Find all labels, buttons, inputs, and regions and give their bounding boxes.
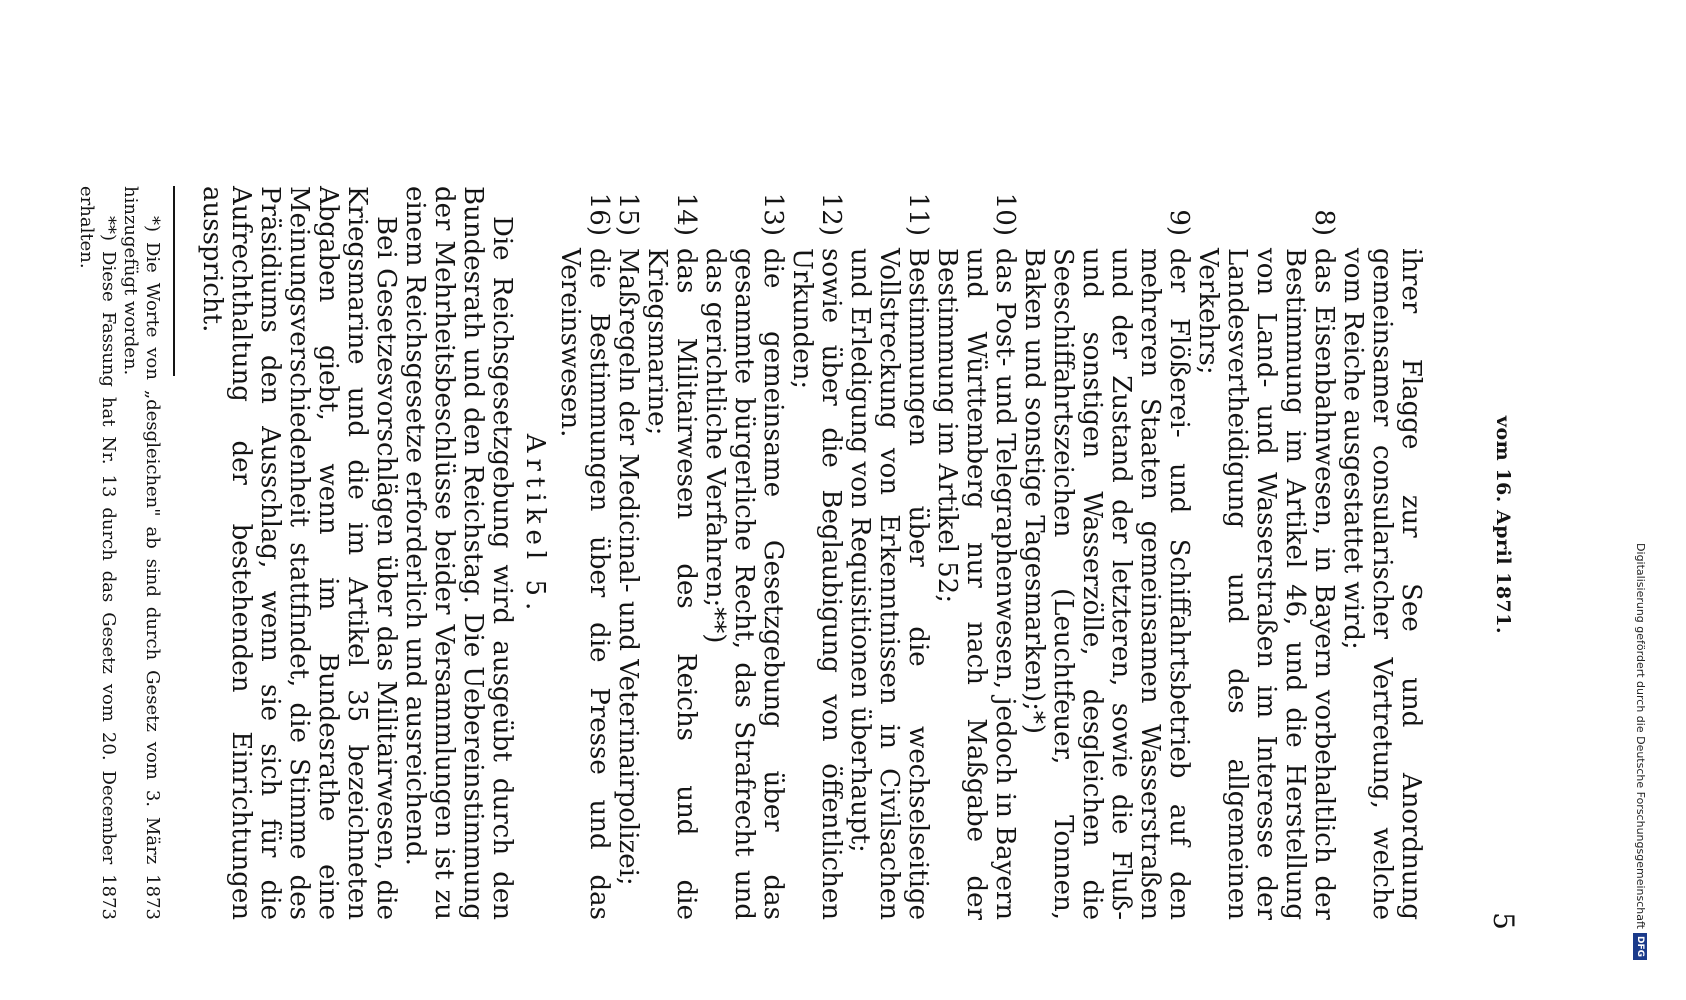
page-number: 5 [1487,912,1520,930]
footnote-divider [173,186,175,376]
list-item-text: die Bestimmungen über die Presse und das Vereinswesen. [555,248,614,920]
list-item-number: 9) [1164,209,1194,236]
article-paragraph: Bei Gesetzesvorschlägen über das Militairwesen, die Kriegsmarine und die im Artikel 35 bezeichneten Abgaben giebt, wenn im Bundesrathe eine Meinungsverschiedenheit stattfindet, die Stimme des Präsidiums den Ausschlag, wenn sie sich für die Aufrechthaltung der bestehenden Einrichtungen ausspricht. [197,186,401,920]
list-item-10 [932,60,1019,990]
article-heading: Artikel 5. [520,433,550,617]
list-item-16 [555,60,613,990]
page-header [1480,60,1520,990]
page-title: vom 16. April 1871. [1492,415,1514,635]
list-item-text: ihrer Flagge zur See und Anordnung gemeinsamer consularischer Vertretung, welche vom Reiche ausgestattet wird; [1338,248,1426,920]
list-item-text: sowie über die Beglaubigung von öffentlichen Urkunden; [787,248,846,920]
list-item-number: 10) [990,192,1020,236]
footnote: **) Diese Fassung hat Nr. 13 durch das Gesetz vom 20. December 1873 erhalten. [76,186,119,920]
list-item-13 [700,60,787,990]
document-page [76,60,1615,990]
list-item-number: 13) [758,192,788,236]
list-item-number: 8) [1309,209,1339,236]
article-paragraph: Die Reichsgesetzgebung wird ausgeübt durch den Bundesrath und den Reichstag. Die Uebereinstimmung der Mehrheitsbeschlüsse beider Versammlungen ist zu einem Reichsgesetze erforderlich und ausreichend. [400,186,517,920]
list-item-text: Bestimmungen über die wechselseitige Vollstreckung von Erkenntnissen in Civilsachen und Erledigung von Requisitionen überhaupt; [845,248,933,920]
list-item-12 [787,60,845,990]
dfg-logo: DFG [1633,933,1647,960]
list-item-text: das Eisenbahnwesen, in Bayern vorbehaltlich der Bestimmung im Artikel 46, und die Herstellung von Land- und Wasserstraßen im Interesse der Landesvertheidigung und des allgemeinen Verkehrs; [1193,248,1339,920]
body-text [75,60,1425,990]
list-item-number: 14) [671,192,701,236]
list-item-8 [1193,60,1338,990]
digitization-credit [1633,20,1647,960]
list-item-continuation [1338,60,1425,990]
list-item-number: 15) [613,192,643,236]
list-item-number: 16) [584,192,614,236]
credit-text: Digitalisierung gefördert durch die Deutsche Forschungsgemeinschaft [1634,543,1647,929]
list-item-text: die gemeinsame Gesetzgebung über das gesammte bürgerliche Recht, das Strafrecht und das gerichtliche Verfahren;**) [700,248,788,920]
list-item-11 [845,60,932,990]
list-item-text: das Post- und Telegraphenwesen, jedoch in Bayern und Württemberg nur nach Maßgabe der Bestimmung im Artikel 52; [932,248,1020,920]
list-item-14 [642,60,700,990]
list-item-text: der Flößerei- und Schiffahrtsbetrieb auf den mehreren Staaten gemeinsamen Wasserstraßen und der Zustand der letzteren, sowie die Fluß- und sonstigen Wasserzölle, desgleichen die Seeschiffahrtszeichen (Leuchtfeuer, Tonnen, Baken und sonstige Tagesmarken);*) [1019,248,1194,920]
list-item-number: 11) [903,192,933,236]
list-item-9 [1019,60,1193,990]
footnote: *) Die Worte von „desgleichen" ab sind durch Gesetz vom 3. März 1873 hinzugefügt worden. [120,186,163,920]
list-item-text: Maßregeln der Medicinal- und Veterinairpolizei; [613,248,643,886]
list-item-number: 12) [816,192,846,236]
list-item-text: das Militairwesen des Reichs und die Kriegsmarine; [642,248,701,920]
list-item-15 [613,60,642,990]
